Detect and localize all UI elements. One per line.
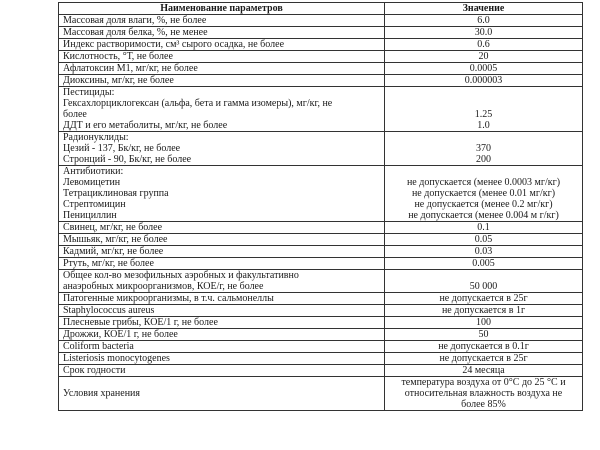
parameter-value: 370 xyxy=(476,143,491,154)
parameter-name: Массовая доля белка, %, не менее xyxy=(63,27,208,38)
parameter-value: 20 xyxy=(478,51,489,62)
table-body xyxy=(59,15,583,411)
parameter-name-cell xyxy=(59,234,385,246)
parameter-value-cell xyxy=(385,329,583,341)
parameter-name-cell xyxy=(59,317,385,329)
parameter-value-cell xyxy=(385,234,583,246)
parameter-name-cell xyxy=(59,270,385,293)
parameter-value-cell xyxy=(385,87,583,132)
parameter-value-cell xyxy=(385,365,583,377)
parameter-name-cell xyxy=(59,353,385,365)
table-row xyxy=(59,258,583,270)
parameter-name: Стронций - 90, Бк/кг, не более xyxy=(63,154,192,165)
parameter-name-cell xyxy=(59,27,385,39)
parameter-name-cell xyxy=(59,166,385,222)
table-row xyxy=(59,329,583,341)
parameter-value: более 85% xyxy=(461,399,506,410)
parameter-value-cell xyxy=(385,27,583,39)
parameter-value: 50 xyxy=(478,329,489,340)
parameter-value: не допускается (менее 0.004 м г/кг) xyxy=(408,210,559,221)
parameter-value: температура воздуха от 0°С до 25 °С и xyxy=(401,377,566,388)
parameter-name: Афлатоксин М1, мг/кг, не более xyxy=(63,63,198,74)
parameter-value: 200 xyxy=(476,154,491,165)
parameter-name-cell xyxy=(59,305,385,317)
table-row xyxy=(59,39,583,51)
table-row xyxy=(59,27,583,39)
parameter-name-cell xyxy=(59,15,385,27)
parameter-value xyxy=(389,98,578,109)
parameter-value-cell xyxy=(385,258,583,270)
table-row xyxy=(59,341,583,353)
table-row xyxy=(59,222,583,234)
parameter-value-cell xyxy=(385,305,583,317)
parameter-value: 24 месяца xyxy=(462,365,505,376)
parameter-name: Цезий - 137, Бк/кг, не более xyxy=(63,143,181,154)
parameter-value: не допускается (менее 0.0003 мг/кг) xyxy=(406,177,561,188)
parameter-name: Общее кол-во мезофильных аэробных и факультативно xyxy=(63,270,299,281)
table-row xyxy=(59,15,583,27)
parameter-value: не допускается в 25г xyxy=(439,293,528,304)
parameter-value: не допускается в 0.1г xyxy=(438,341,529,352)
parameter-value xyxy=(389,87,578,98)
parameter-value-cell xyxy=(385,39,583,51)
parameter-name-cell xyxy=(59,75,385,87)
parameter-value: 0.05 xyxy=(474,234,493,245)
parameter-name: Свинец, мг/кг, не более xyxy=(63,222,163,233)
parameter-value: 1.25 xyxy=(474,109,493,120)
parameter-value: 0.03 xyxy=(474,246,493,257)
parameter-value: не допускается (менее 0.01 мг/кг) xyxy=(411,188,556,199)
parameter-name-cell xyxy=(59,246,385,258)
table-row xyxy=(59,305,583,317)
parameter-value: 50 000 xyxy=(469,281,498,292)
table-row xyxy=(59,317,583,329)
value-spacer xyxy=(389,270,578,281)
parameter-name: Пенициллин xyxy=(63,210,117,221)
parameter-value: не допускается (менее 0.2 мг/кг) xyxy=(414,199,553,210)
table-row xyxy=(59,166,583,222)
parameter-name-cell xyxy=(59,377,385,411)
parameter-name-cell xyxy=(59,365,385,377)
parameter-value-cell xyxy=(385,166,583,222)
parameter-name-cell xyxy=(59,132,385,166)
parameter-name: Радионуклиды: xyxy=(63,132,129,143)
parameter-name: Плесневые грибы, КОЕ/1 г, не более xyxy=(63,317,218,328)
parameter-value: 0.000003 xyxy=(464,75,503,86)
header-param: Наименование параметров xyxy=(59,3,385,15)
parameter-value: 30.0 xyxy=(474,27,493,38)
parameter-name: Дрожжи, КОЕ/1 г, не более xyxy=(63,329,178,340)
parameter-value: 0.6 xyxy=(477,39,490,50)
parameter-name: Кадмий, мг/кг, не более xyxy=(63,246,164,257)
parameter-name: Индекс растворимости, см³ сырого осадка, не более xyxy=(63,39,285,50)
parameter-name: Патогенные микроорганизмы, в т.ч. сальмонеллы xyxy=(63,293,274,304)
parameter-name: Стрептомицин xyxy=(63,199,126,210)
table-row xyxy=(59,293,583,305)
parameter-name-cell xyxy=(59,63,385,75)
specification-table xyxy=(58,2,583,411)
parameter-value: 0.1 xyxy=(477,222,490,233)
parameter-name: Кислотность, °Т, не более xyxy=(63,51,173,62)
parameter-name: Listeriosis monocytogenes xyxy=(63,353,170,364)
parameter-value: 100 xyxy=(476,317,491,328)
table-row xyxy=(59,63,583,75)
parameter-value: 1.0 xyxy=(477,120,490,131)
table-row xyxy=(59,377,583,411)
parameter-value: не допускается в 1г xyxy=(441,305,526,316)
table-header-row xyxy=(59,3,583,15)
parameter-name-cell xyxy=(59,87,385,132)
parameter-name-cell xyxy=(59,293,385,305)
parameter-name: более xyxy=(63,109,87,120)
parameter-value-cell xyxy=(385,132,583,166)
table-row xyxy=(59,365,583,377)
parameter-name-cell xyxy=(59,51,385,63)
parameter-value: относительная влажность воздуха не xyxy=(404,388,563,399)
table-row xyxy=(59,87,583,132)
parameter-name: Антибиотики: xyxy=(63,166,124,177)
parameter-name: Тетрациклиновая группа xyxy=(63,188,169,199)
parameter-name: Срок годности xyxy=(63,365,126,376)
table-row xyxy=(59,234,583,246)
table-row xyxy=(59,353,583,365)
parameter-name-cell xyxy=(59,329,385,341)
parameter-name: Условия хранения xyxy=(63,388,141,399)
parameter-value: не допускается в 25г xyxy=(439,353,528,364)
table-row xyxy=(59,270,583,293)
parameter-value-cell xyxy=(385,222,583,234)
table-row xyxy=(59,132,583,166)
parameter-value-cell xyxy=(385,75,583,87)
parameter-name: Массовая доля влаги, %, не более xyxy=(63,15,207,26)
parameter-value-cell xyxy=(385,51,583,63)
parameter-name-cell xyxy=(59,39,385,51)
table-row xyxy=(59,246,583,258)
parameter-name: Мышьяк, мг/кг, не более xyxy=(63,234,168,245)
parameter-name-cell xyxy=(59,258,385,270)
parameter-value xyxy=(389,132,578,143)
parameter-name: Staphylococcus aureus xyxy=(63,305,155,316)
parameter-value-cell xyxy=(385,341,583,353)
parameter-value: 0.005 xyxy=(472,258,495,269)
parameter-value: 0.0005 xyxy=(469,63,498,74)
parameter-value-cell xyxy=(385,246,583,258)
parameter-name-cell xyxy=(59,222,385,234)
table-row xyxy=(59,51,583,63)
parameter-name: Coliform bacteria xyxy=(63,341,134,352)
parameter-name-cell xyxy=(59,341,385,353)
parameter-value-cell xyxy=(385,377,583,411)
parameter-value xyxy=(389,166,578,177)
parameter-name: Диоксины, мг/кг, не более xyxy=(63,75,174,86)
parameter-name: Пестициды: xyxy=(63,87,115,98)
parameter-value-cell xyxy=(385,15,583,27)
parameter-value-cell xyxy=(385,293,583,305)
parameter-name: ДДТ и его метаболиты, мг/кг, не более xyxy=(63,120,228,131)
parameter-value-cell xyxy=(385,353,583,365)
parameter-name: Ртуть, мг/кг, не более xyxy=(63,258,154,269)
parameter-value-cell xyxy=(385,63,583,75)
parameter-name: анаэробных микроорганизмов, КОЕ/г, не более xyxy=(63,281,264,292)
table-row xyxy=(59,75,583,87)
header-value: Значение xyxy=(385,3,583,15)
parameter-name: Гексахлорциклогексан (альфа, бета и гамма изомеры), мг/кг, не xyxy=(63,98,333,109)
parameter-value: 6.0 xyxy=(477,15,490,26)
parameter-value-cell xyxy=(385,270,583,293)
parameter-name: Левомицетин xyxy=(63,177,121,188)
parameter-value-cell xyxy=(385,317,583,329)
